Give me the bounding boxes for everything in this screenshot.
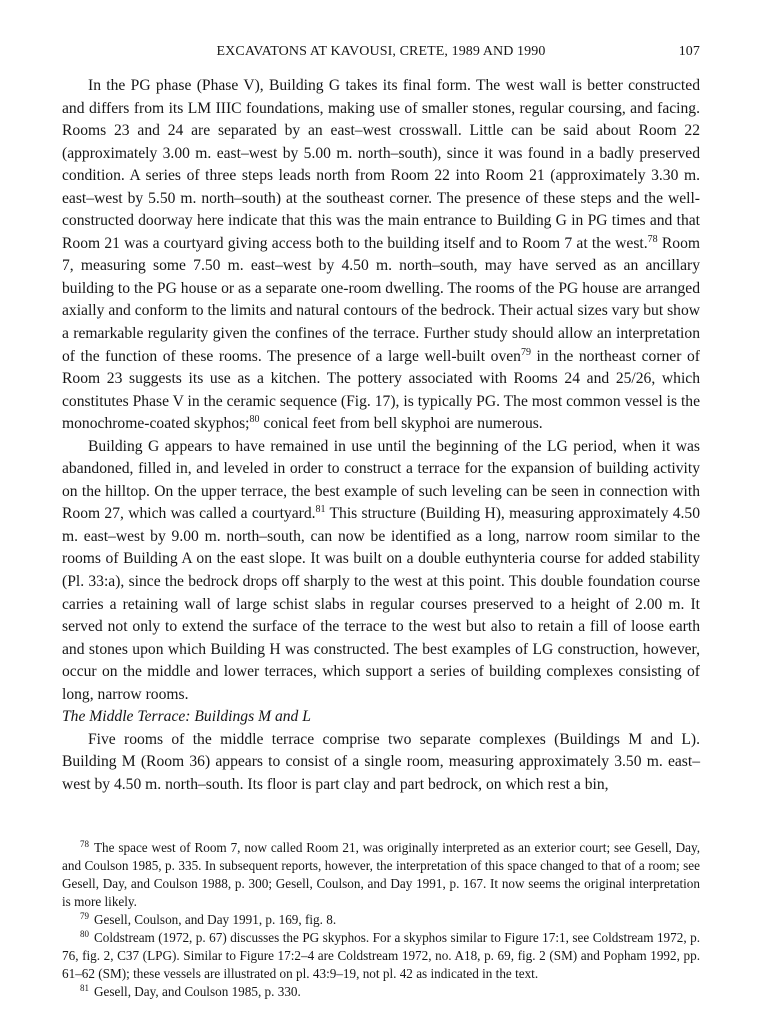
footnote-number: 78 (80, 839, 89, 849)
footnote-text: Gesell, Coulson, and Day 1991, p. 169, fig. 8. (94, 912, 337, 927)
main-text (62, 75, 700, 797)
paragraph-middle-terrace: Five rooms of the middle terrace comprise two separate complexes (Buildings M and L). Building M (Room 36) appears to consist of a single room, measuring approximately 3.50 m. east–west by 4.50 m. north–south. Its floor is part clay and part bedrock, on which rest a bin, (62, 730, 700, 793)
footnote-79 (62, 911, 700, 929)
text-run: Room 7, measuring some 7.50 m. east–west by 4.50 m. north–south, may have served as an ancillary building to the PG house or as a separate one-room dwelling. The rooms of the PG house are arranged axially and conform to the limits and natural contours of the bedrock. Their actual sizes vary but show a remarkable regularity given the confines of the terrace. Further study should allow an interpretation of the function of these rooms. The presence of a large well-built oven (62, 234, 701, 365)
footnote-text: Gesell, Day, and Coulson 1985, p. 330. (94, 984, 301, 999)
paragraph-phase-v (62, 75, 700, 436)
footnote-78 (62, 839, 700, 911)
footnote-ref-79: 79 (520, 346, 531, 358)
text-run: Building G appears to have remained in use until the beginning of the LG period, when it was abandoned, filled in, and leveled in order to construct a terrace for the expansion of building activity on the hilltop. On the upper terrace, the best example of such leveling can be seen in connection with Room 27, which was called a courtyard. (62, 437, 700, 523)
running-header (62, 44, 700, 60)
text-run: This structure (Building H), measuring approximately 4.50 m. east–west by 9.00 m. north–south, can now be identified as a long, narrow room similar to the rooms of Building A on the east slope. It was built on a double euthynteria course for added stability (Pl. 33:a), since the bedrock drops off sharply to the west at this point. This double foundation course carries a retaining wall of large schist slabs in regular courses preserved to a height of 2.00 m. It served not only to extend the surface of the terrace to the west but also to retain a fill of loose earth and stones upon which Building H was constructed. The best examples of LG construction, however, occur on the middle and lower terraces, which support a series of building complexes consisting of long, narrow rooms. (62, 505, 700, 703)
footnote-number: 81 (80, 983, 89, 993)
text-run: conical feet from bell skyphoi are numerous. (259, 415, 543, 433)
page-number: 107 (678, 44, 700, 59)
footnote-80 (62, 929, 700, 983)
text-run: In the PG phase (Phase V), Building G takes its final form. The west wall is better constructed and differs from its LM IIIC foundations, making use of smaller stones, regular coursing, and facing. Rooms 23 and 24 are separated by an east–west crosswall. Little can be said about Room 22 (approximately 3.00 m. east–west by 5.00 m. north–south), since it was found in a badly preserved condition. A series of three steps leads north from Room 22 into Room 21 (approximately 3.30 m. east–west by 5.50 m. north–south) at the southeast corner. The presence of these steps and the well-constructed doorway here indicate that this was the main entrance to Building G in PG times and that Room 21 was a courtyard giving access both to the building itself and to Room 7 at the west. (62, 77, 700, 252)
footnote-ref-80: 80 (249, 414, 260, 426)
section-heading: The Middle Terrace: Buildings M and L (62, 708, 311, 726)
footnote-81 (62, 983, 700, 1001)
footnote-text: The space west of Room 7, now called Room 21, was originally interpreted as an exterior court; see Gesell, Day, and Coulson 1985, p. 335. In subsequent reports, however, the interpretation of this space changed to that of a room; see Gesell, Day, and Coulson 1988, p. 300; Gesell, Coulson, and Day 1991, p. 167. It now seems the original interpretation is more likely. (62, 840, 700, 909)
text-run: in the northeast corner of Room 23 suggests its use as a kitchen. The pottery associated with Rooms 24 and 25/26, which constitutes Phase V in the ceramic sequence (Fig. 17), is typically PG. The most common vessel is the monochrome-coated skyphos; (62, 347, 700, 433)
footnote-text: Coldstream (1972, p. 67) discusses the PG skyphos. For a skyphos similar to Figure 17:1, see Coldstream 1972, p. 76, fig. 2, C37 (LPG). Similar to Figure 17:2–4 are Coldstream 1972, no. A18, p. 69, fig. 2 (SM) and Popham 1992, pp. 61–62 (SM); these vessels are illustrated on pl. 43:9–19, not pl. 42 as indicated in the text. (62, 930, 700, 981)
footnote-ref-81: 81 (315, 504, 326, 516)
paragraph-building-g-lg (62, 436, 700, 707)
running-title: EXCAVATONS AT KAVOUSI, CRETE, 1989 AND 1990 (216, 44, 546, 59)
footnote-ref-78: 78 (647, 233, 658, 245)
footnotes (62, 839, 700, 1001)
footnote-number: 80 (80, 929, 89, 939)
footnote-number: 79 (80, 911, 89, 921)
